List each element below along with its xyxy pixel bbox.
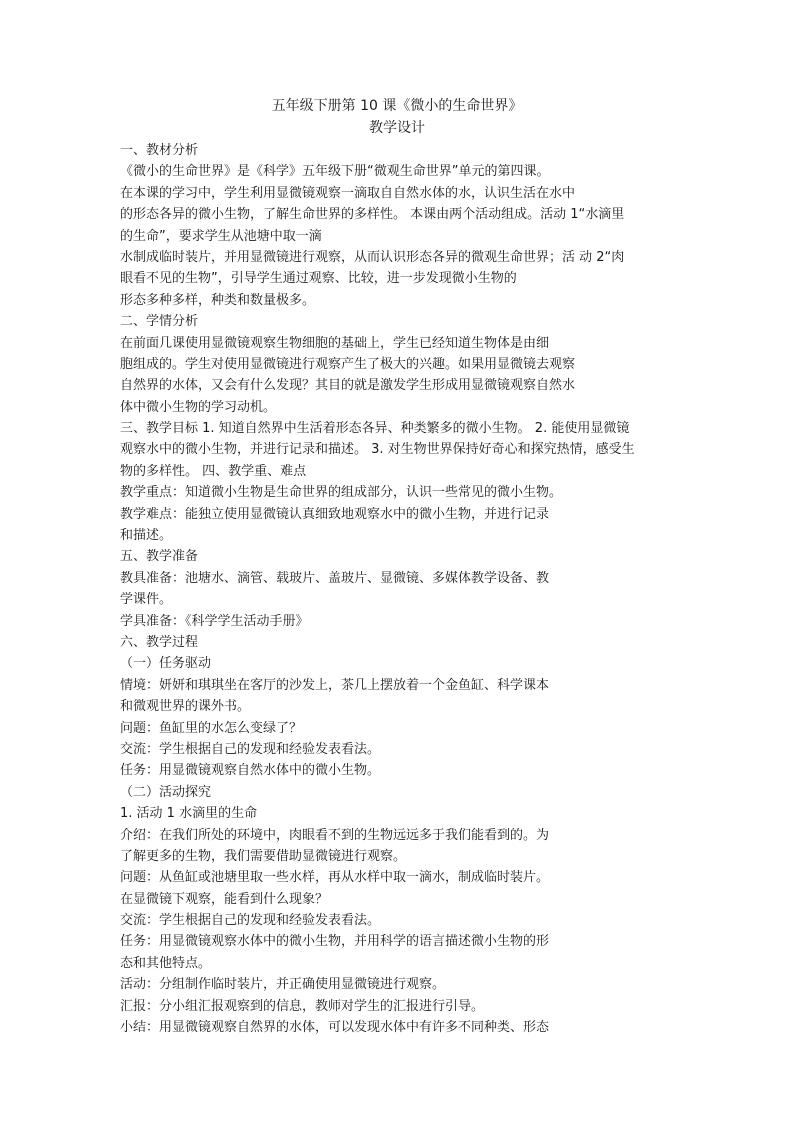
text-line: 观察水中的微小生物，并进行记录和描述。 3. 对生物世界保持好奇心和探究热情，感受生: [120, 442, 635, 458]
document-subtitle: 教学设计: [369, 120, 425, 136]
text-line: 交流：学生根据自己的发现和经验发表看法。: [120, 913, 381, 929]
text-line: 教学重点：知道微小生物是生命世界的组成部分，认识一些常见的微小生物。: [120, 485, 563, 501]
text-line: 《微小的生命世界》是《科学》五年级下册“微观生命世界”单元的第四课。: [120, 164, 550, 180]
text-line: （一）任务驱动: [120, 656, 212, 672]
text-line: 交流：学生根据自己的发现和经验发表看法。: [120, 741, 381, 757]
text-line: 体中微小生物的学习动机。: [120, 399, 277, 415]
text-line: （二）活动探究: [120, 784, 212, 800]
text-line: 情境：妍妍和琪琪坐在客厅的沙发上，茶几上摆放着一个金鱼缸、科学课本: [120, 677, 550, 693]
text-line: 五、教学准备: [120, 549, 199, 565]
text-line: 胞组成的。学生对使用显微镜进行观察产生了极大的兴趣。如果用显微镜去观察: [120, 356, 576, 372]
text-line: 活动：分组制作临时装片，并正确使用显微镜进行观察。: [120, 977, 446, 993]
text-line: 问题：鱼缸里的水怎么变绿了？: [120, 720, 303, 736]
text-line: 任务：用显微镜观察水体中的微小生物，并用科学的语言描述微小生物的形: [120, 934, 550, 950]
text-line: 1. 活动 1 水滴里的生命: [120, 806, 258, 822]
text-line: 学具准备：《科学学生活动手册》: [120, 613, 309, 629]
text-line: 在本课的学习中，学生利用显微镜观察一滴取自自然水体的水，认识生活在水中: [120, 185, 576, 201]
text-line: 在前面几课使用显微镜观察生物细胞的基础上，学生已经知道生物体是由细: [120, 335, 550, 351]
text-line: 小结：用显微镜观察自然界的水体，可以发现水体中有许多不同种类、形态: [120, 1020, 550, 1036]
text-line: 二、学情分析: [120, 314, 199, 330]
text-line: 的生命”，要求学生从池塘中取一滴: [120, 228, 322, 244]
text-line: 形态多种多样，种类和数量极多。: [120, 292, 316, 308]
document-body: [120, 140, 680, 1038]
text-line: 水制成临时装片，并用显微镜进行观察，从而认识形态各异的微观生命世界；活 动 2“肉: [120, 249, 625, 265]
text-line: 教具准备：池塘水、滴管、载玻片、盖玻片、显微镜、多媒体教学设备、教: [120, 570, 550, 586]
text-line: 态和其他特点。: [120, 955, 212, 971]
text-line: 一、教材分析: [120, 143, 199, 158]
text-line: 六、教学过程: [120, 634, 199, 650]
document-title: 五年级下册第 10 课《微小的生命世界》: [271, 98, 523, 114]
text-line: 三、教学目标 1. 知道自然界中生活着形态各异、种类繁多的微小生物。 2. 能使用显微镜: [120, 421, 630, 437]
text-line: 自然界的水体，又会有什么发现？其目的就是激发学生形成用显微镜观察自然水: [120, 378, 576, 394]
text-line: 在显微镜下观察，能看到什么现象？: [120, 891, 329, 907]
text-line: 介绍：在我们所处的环境中，肉眼看不到的生物远远多于我们能看到的。为: [120, 827, 550, 843]
text-line: 的形态各异的微小生物，了解生命世界的多样性。 本课由两个活动组成。活动 1“水滴里: [120, 207, 625, 223]
text-line: 问题：从鱼缸或池塘里取一些水样，再从水样中取一滴水，制成临时装片。: [120, 870, 550, 886]
text-line: 教学难点：能独立使用显微镜认真细致地观察水中的微小生物，并进行记录: [120, 506, 550, 522]
text-line: 汇报：分小组汇报观察到的信息，教师对学生的汇报进行引导。: [120, 998, 485, 1014]
text-line: 眼看不见的生物”，引导学生通过观察、比较，进一步发现微小生物的: [120, 271, 517, 287]
text-line: 和微观世界的课外书。: [120, 699, 251, 715]
text-line: 了解更多的生物，我们需要借助显微镜进行观察。: [120, 848, 407, 864]
text-line: 物的多样性。 四、教学重、难点: [120, 463, 307, 479]
text-line: 学课件。: [120, 592, 173, 608]
text-line: 任务：用显微镜观察自然水体中的微小生物。: [120, 763, 381, 779]
text-line: 和描述。: [120, 528, 173, 544]
